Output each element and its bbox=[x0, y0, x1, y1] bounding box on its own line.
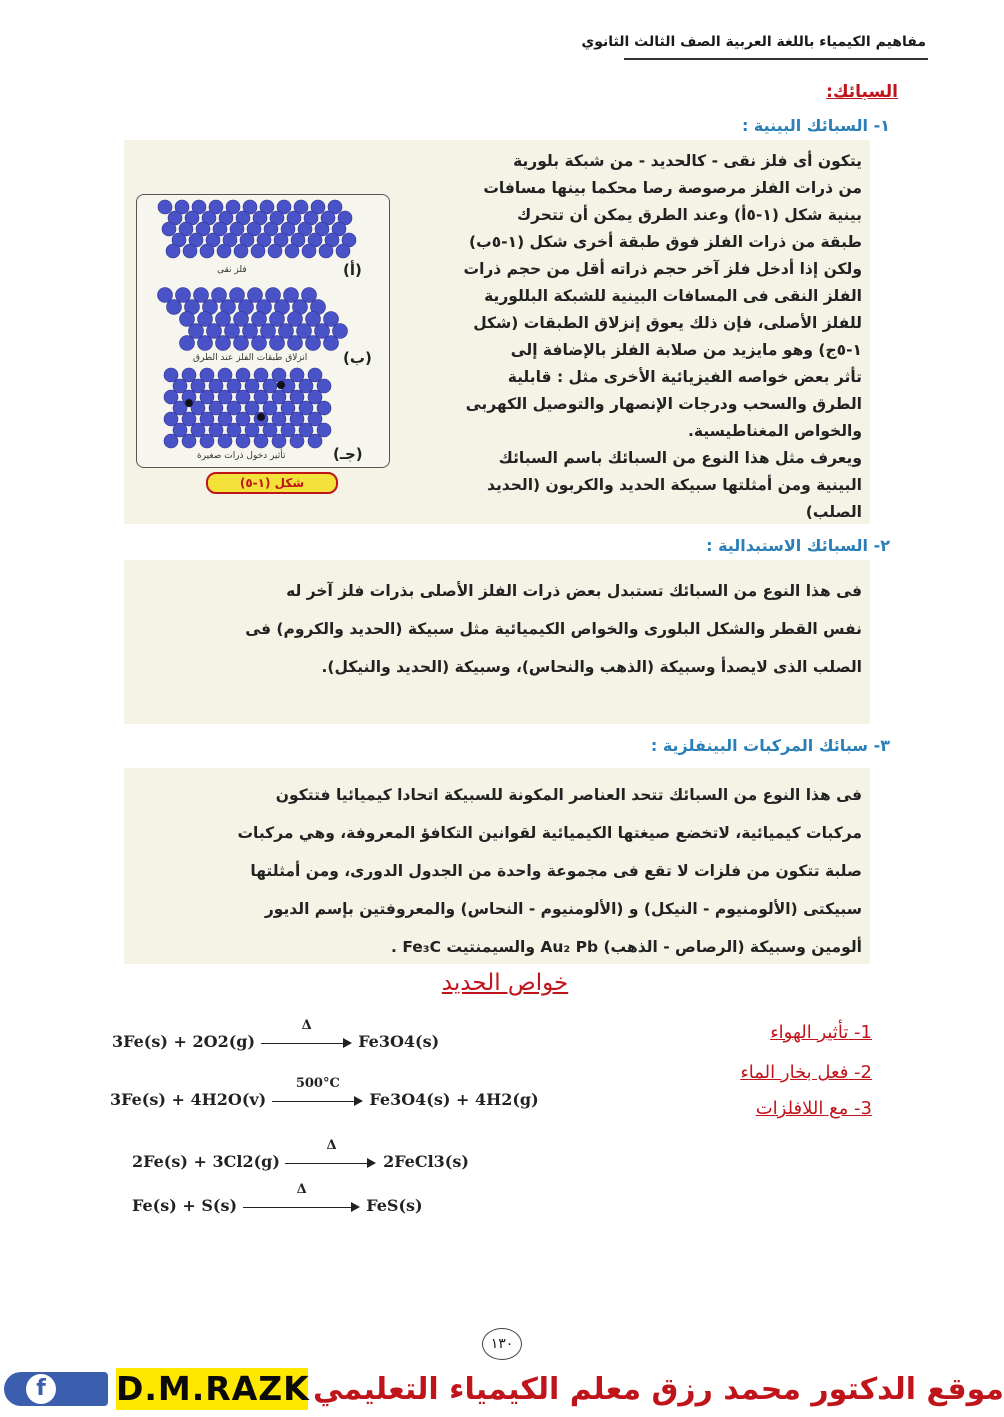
figure-caption-c: تأثير دخول ذرات صغيرة bbox=[197, 451, 286, 461]
lattice-atom bbox=[200, 412, 214, 426]
lattice-atom bbox=[281, 423, 295, 437]
lattice-atom bbox=[254, 434, 268, 448]
lattice-atom bbox=[308, 434, 322, 448]
lattice-atom bbox=[218, 434, 232, 448]
lattice-atom bbox=[191, 379, 205, 393]
lattice-atom bbox=[173, 379, 187, 393]
header-title: مفاهيم الكيمياء باللغة العربية الصف الثالث الثانوي bbox=[581, 34, 926, 50]
lattice-atom bbox=[162, 222, 176, 236]
page-number: ١٣٠ bbox=[482, 1328, 522, 1360]
section3-line: مركبات كيميائية، لاتخضع صيغتها الكيميائية لقوانين التكافؤ المعروفة، وهي مركبات bbox=[237, 824, 862, 842]
lattice-atom bbox=[263, 401, 277, 415]
lattice-atom bbox=[200, 368, 214, 382]
section1-line: والخواص المغناطيسية. bbox=[688, 422, 862, 440]
section1-text bbox=[398, 148, 862, 526]
lattice-atom bbox=[218, 390, 232, 404]
section1-line: ١-٥ج) وهو مايزيد من صلابة الفلز بالإضافة إلى bbox=[510, 341, 862, 359]
property-text: تأثير الهواء bbox=[770, 1022, 849, 1043]
lattice-atom bbox=[236, 412, 250, 426]
section2-line: فى هذا النوع من السبائك تستبدل بعض ذرات الفلز الأصلى بذرات فلز آخر له bbox=[286, 582, 862, 600]
iron-properties-title: خواص الحديد bbox=[441, 970, 569, 996]
equation-row bbox=[110, 1075, 539, 1110]
lattice-atom bbox=[180, 336, 195, 351]
section3-text bbox=[130, 776, 862, 966]
property-number: 2 bbox=[860, 1062, 872, 1083]
figure-caption-b: انزلاق طبقات الفلز عند الطرق bbox=[193, 353, 308, 363]
lattice-atom bbox=[200, 434, 214, 448]
lattice-atom bbox=[268, 244, 282, 258]
figure-badge: شكل (١-٥) bbox=[206, 472, 338, 494]
section3-line: صلبة تتكون من فلزات لا تقع فى مجموعة واحدة من الجدول الدورى، ومن أمثلتها bbox=[250, 862, 862, 880]
property-number: 1 bbox=[860, 1022, 872, 1043]
lattice-atom bbox=[290, 434, 304, 448]
equation-condition: Δ bbox=[301, 1017, 312, 1033]
lattice-atom bbox=[218, 368, 232, 382]
lattice-atom bbox=[251, 244, 265, 258]
section2-heading: ٢- السبائك الاستبدالية : bbox=[706, 536, 890, 555]
lattice-atom bbox=[236, 368, 250, 382]
interstitial-atom bbox=[277, 381, 285, 389]
equation-lhs: 3Fe(s) + 2O2(g) bbox=[112, 1032, 256, 1051]
lattice-atom bbox=[166, 244, 180, 258]
lattice-atom bbox=[324, 336, 339, 351]
lattice-atom bbox=[252, 336, 267, 351]
lattice-atom bbox=[236, 390, 250, 404]
section1-line: الطرق والسحب ودرجات الإنصهار والتوصيل الكهربى bbox=[465, 395, 862, 413]
lattice-atom bbox=[227, 401, 241, 415]
reaction-arrow-icon bbox=[285, 1137, 377, 1172]
equation-rhs: Fe3O4(s) + 4H2(g) bbox=[369, 1090, 539, 1109]
section1-line: يتكون أى فلز نقى - كالحديد - من شبكة بلورية bbox=[513, 152, 862, 170]
lattice-atom bbox=[182, 368, 196, 382]
lattice-atom bbox=[217, 244, 231, 258]
lattice-atom bbox=[245, 379, 259, 393]
lattice-atom bbox=[319, 244, 333, 258]
facebook-icon[interactable] bbox=[4, 1372, 108, 1406]
figure-1-5 bbox=[136, 194, 390, 468]
facebook-f-glyph: f bbox=[26, 1374, 56, 1404]
iron-property-item: 1- تأثير الهواء bbox=[770, 1022, 872, 1043]
lattice-atom bbox=[216, 336, 231, 351]
equation-row bbox=[112, 1017, 440, 1052]
equation-row bbox=[132, 1137, 469, 1172]
reaction-arrow-icon bbox=[243, 1181, 361, 1216]
lattice-atom bbox=[209, 379, 223, 393]
lattice-atom bbox=[308, 390, 322, 404]
lattice-atom bbox=[245, 423, 259, 437]
lattice-atom bbox=[167, 300, 182, 315]
lattice-atom bbox=[164, 434, 178, 448]
equation-rhs: Fe3O4(s) bbox=[358, 1032, 440, 1051]
interstitial-atom bbox=[185, 399, 193, 407]
banner-site-name: موقع الدكتور محمد رزق معلم الكيمياء التعليمي bbox=[313, 1372, 1004, 1407]
section1-line: للفلز الأصلى، فإن ذلك يعوق إنزلاق الطبقات (شكل bbox=[473, 314, 862, 332]
lattice-atom bbox=[263, 379, 277, 393]
section1-line: بينية شكل (١-٥أ) وعند الطرق يمكن أن تتحرك bbox=[516, 206, 862, 224]
section2-line: الصلب الذى لايصدأ وسبيكة (الذهب والنحاس)، وسبيكة (الحديد والنيكل). bbox=[321, 658, 862, 676]
figure-caption-a: فلز نقى bbox=[217, 265, 247, 275]
figure-label-a: (أ) bbox=[343, 261, 362, 279]
figure-label-c: (جـ) bbox=[333, 445, 363, 463]
section2-text bbox=[130, 572, 862, 686]
lattice-atom bbox=[272, 412, 286, 426]
lattice-atom bbox=[227, 423, 241, 437]
equation-condition: Δ bbox=[326, 1137, 337, 1153]
lattice-atom bbox=[164, 390, 178, 404]
lattice-atom bbox=[234, 244, 248, 258]
lattice-atom bbox=[288, 336, 303, 351]
lattice-atom bbox=[200, 244, 214, 258]
section3-heading: ٣- سبائك المركبات البينفلزية : bbox=[650, 736, 890, 755]
header-divider bbox=[624, 58, 928, 60]
lattice-atom bbox=[299, 379, 313, 393]
interstitial-atom bbox=[257, 413, 265, 421]
section1-heading: ١- السبائك البينية : bbox=[741, 116, 890, 135]
equation-lhs: 2Fe(s) + 3Cl2(g) bbox=[132, 1152, 280, 1171]
lattice-atom bbox=[209, 423, 223, 437]
lattice-atom bbox=[285, 244, 299, 258]
lattice-atom bbox=[263, 423, 277, 437]
lattice-atom bbox=[272, 390, 286, 404]
iron-property-item: 2- فعل بخار الماء bbox=[740, 1062, 872, 1083]
lattice-atom bbox=[290, 368, 304, 382]
lattice-atom bbox=[234, 336, 249, 351]
lattice-atom bbox=[245, 401, 259, 415]
lattice-atom bbox=[299, 423, 313, 437]
lattice-illustration bbox=[137, 195, 389, 467]
section1-line: طبقة من ذرات الفلز فوق طبقة أخرى شكل (١-٥ب) bbox=[469, 233, 862, 251]
lattice-atom bbox=[254, 390, 268, 404]
lattice-atom bbox=[270, 336, 285, 351]
lattice-atom bbox=[183, 244, 197, 258]
lattice-atom bbox=[308, 368, 322, 382]
main-heading: السبائك: bbox=[826, 82, 898, 102]
banner-brand-logo[interactable]: D.M.RAZK bbox=[116, 1369, 310, 1408]
property-number: 3 bbox=[860, 1098, 872, 1119]
lattice-atom bbox=[254, 368, 268, 382]
lattice-atom bbox=[317, 379, 331, 393]
iron-property-item: 3- مع اللافلزات bbox=[755, 1098, 872, 1119]
lattice-atom bbox=[299, 401, 313, 415]
property-text: مع اللافلزات bbox=[755, 1098, 849, 1119]
lattice-atom bbox=[198, 336, 213, 351]
lattice-atom bbox=[272, 434, 286, 448]
section1-line: ولكن إذا أدخل فلز آخر حجم ذراته أقل من حجم ذرات bbox=[463, 260, 862, 278]
lattice-atom bbox=[182, 434, 196, 448]
section1-line: الصلب) bbox=[805, 503, 862, 521]
section1-line: تأثر بعض خواصه الفيزيائية الأخرى مثل : قابلية bbox=[507, 368, 862, 386]
section1-line: البينية ومن أمثلتها سبيكة الحديد والكربون (الحديد bbox=[487, 476, 862, 494]
lattice-atom bbox=[306, 336, 321, 351]
section3-line: فى هذا النوع من السبائك تتحد العناصر المكونة للسبيكة اتحادا كيميائيا فتتكون bbox=[275, 786, 862, 804]
section1-line: الفلز النقى فى المسافات البينية للشبكة البللورية bbox=[484, 287, 862, 305]
figure-label-b: (ب) bbox=[343, 349, 372, 367]
lattice-atom bbox=[236, 434, 250, 448]
lattice-atom bbox=[317, 423, 331, 437]
lattice-atom bbox=[290, 390, 304, 404]
section3-line: ألومين وسبيكة (الرصاص - الذهب) Au₂ Pb والسيمنتيت Fe₃C . bbox=[391, 938, 862, 956]
section1-line: ويعرف مثل هذا النوع من السبائك باسم السبائك bbox=[498, 449, 862, 467]
lattice-atom bbox=[158, 200, 172, 214]
lattice-atom bbox=[218, 412, 232, 426]
equation-condition: Δ bbox=[296, 1181, 307, 1197]
equation-condition: 500°C bbox=[295, 1075, 340, 1091]
equation-lhs: 3Fe(s) + 4H2O(v) bbox=[110, 1090, 267, 1109]
property-text: فعل بخار الماء bbox=[740, 1062, 849, 1083]
lattice-atom bbox=[281, 401, 295, 415]
reaction-arrow-icon bbox=[272, 1075, 364, 1110]
section3-line: سبيكتى (الألومنيوم - النيكل) و (الألومنيوم - النحاس) والمعروفتين بإسم الديور bbox=[264, 900, 862, 918]
lattice-atom bbox=[200, 390, 214, 404]
section1-line: من ذرات الفلز مرصوصة رصا محكما بينها مسافات bbox=[483, 179, 862, 197]
lattice-atom bbox=[164, 368, 178, 382]
reaction-arrow-icon bbox=[261, 1017, 353, 1052]
lattice-atom bbox=[336, 244, 350, 258]
equation-rhs: 2FeCl3(s) bbox=[383, 1152, 469, 1171]
lattice-atom bbox=[209, 401, 223, 415]
equation-rhs: FeS(s) bbox=[366, 1196, 423, 1215]
equation-lhs: Fe(s) + S(s) bbox=[132, 1196, 238, 1215]
lattice-atom bbox=[308, 412, 322, 426]
lattice-atom bbox=[272, 368, 286, 382]
lattice-atom bbox=[317, 401, 331, 415]
lattice-atom bbox=[191, 423, 205, 437]
equation-row bbox=[132, 1181, 423, 1216]
lattice-atom bbox=[164, 412, 178, 426]
section2-line: نفس القطر والشكل البلورى والخواص الكيميائية مثل سبيكة (الحديد والكروم) فى bbox=[245, 620, 862, 638]
lattice-atom bbox=[227, 379, 241, 393]
lattice-atom bbox=[302, 244, 316, 258]
lattice-atom bbox=[182, 412, 196, 426]
lattice-atom bbox=[290, 412, 304, 426]
lattice-atom bbox=[173, 423, 187, 437]
